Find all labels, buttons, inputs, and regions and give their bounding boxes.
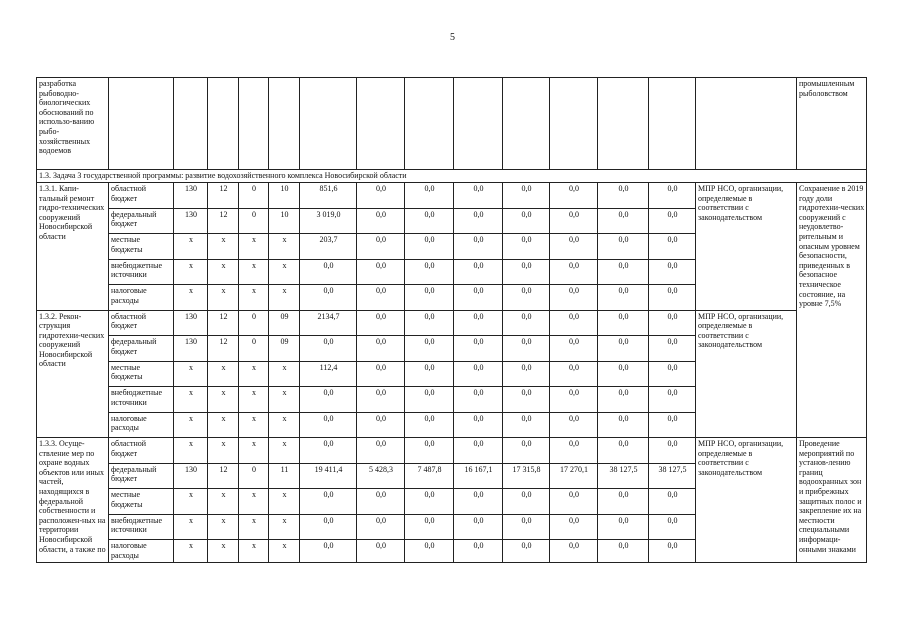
- value-cell: 0,0: [454, 361, 503, 387]
- value-cell: 0,0: [357, 361, 405, 387]
- task-row: [37, 170, 867, 183]
- code-cell: 0: [239, 208, 269, 234]
- code-cell: х: [174, 387, 208, 413]
- funding-source: федеральный бюджет: [109, 463, 174, 489]
- code-cell: х: [174, 259, 208, 285]
- value-cell: 0,0: [550, 259, 598, 285]
- value-cell: 0,0: [454, 438, 503, 464]
- task-title: 1.3. Задача 3 государственной программы: развитие водохозяйственного комплекса Новосибирской области: [37, 170, 867, 183]
- code-cell: х: [208, 540, 239, 563]
- value-cell: 0,0: [357, 514, 405, 540]
- value-cell: 0,0: [598, 514, 649, 540]
- value-cell: 0,0: [649, 361, 696, 387]
- code-cell: х: [269, 259, 300, 285]
- code-cell: х: [174, 514, 208, 540]
- value-cell: 0,0: [598, 540, 649, 563]
- value-cell: 0,0: [550, 183, 598, 209]
- value-cell: 0,0: [550, 285, 598, 311]
- code-cell: 09: [269, 336, 300, 362]
- value-cell: 203,7: [300, 234, 357, 260]
- value-cell: 0,0: [503, 514, 550, 540]
- table-row: [37, 310, 867, 336]
- code-cell: х: [208, 514, 239, 540]
- funding-source: местные бюджеты: [109, 234, 174, 260]
- value-cell: 0,0: [503, 208, 550, 234]
- code-cell: х: [208, 361, 239, 387]
- value-cell: 0,0: [550, 234, 598, 260]
- code-cell: 130: [174, 310, 208, 336]
- code-cell: 12: [208, 183, 239, 209]
- value-cell: 0,0: [598, 489, 649, 515]
- code-cell: х: [239, 259, 269, 285]
- page-number: 5: [450, 32, 455, 43]
- value-cell: 0,0: [454, 259, 503, 285]
- value-cell: 0,0: [454, 310, 503, 336]
- value-cell: 3 019,0: [300, 208, 357, 234]
- value-cell: 19 411,4: [300, 463, 357, 489]
- value-cell: 0,0: [598, 336, 649, 362]
- value-cell: 0,0: [598, 208, 649, 234]
- value-cell: 0,0: [550, 336, 598, 362]
- activity-cell: 1.3.3. Осуще-ствление мер по охране водных объектов или иных частей, находящихся в федеральной собственности и расположен-ных на территории Новосибирской области, а также по: [37, 438, 109, 563]
- value-cell: 0,0: [550, 361, 598, 387]
- funding-source: местные бюджеты: [109, 489, 174, 515]
- value-cell: 0,0: [649, 310, 696, 336]
- code-cell: х: [174, 438, 208, 464]
- code-cell: х: [239, 234, 269, 260]
- value-cell: 16 167,1: [454, 463, 503, 489]
- value-cell: 0,0: [454, 336, 503, 362]
- value-cell: 0,0: [300, 540, 357, 563]
- code-cell: 12: [208, 463, 239, 489]
- code-cell: х: [239, 514, 269, 540]
- code-cell: х: [208, 259, 239, 285]
- value-cell: 0,0: [550, 514, 598, 540]
- value-cell: 0,0: [405, 438, 454, 464]
- value-cell: 0,0: [550, 208, 598, 234]
- value-cell: 38 127,5: [649, 463, 696, 489]
- code-cell: 11: [269, 463, 300, 489]
- value-cell: 0,0: [550, 387, 598, 413]
- value-cell: 0,0: [357, 336, 405, 362]
- value-cell: 0,0: [649, 336, 696, 362]
- code-cell: х: [269, 361, 300, 387]
- intro-result: промышленным рыболовством: [797, 78, 867, 170]
- value-cell: 0,0: [550, 540, 598, 563]
- value-cell: 0,0: [405, 183, 454, 209]
- value-cell: 0,0: [357, 285, 405, 311]
- funding-source: внебюджетные источники: [109, 259, 174, 285]
- table-row: [37, 438, 867, 464]
- value-cell: 0,0: [357, 540, 405, 563]
- code-cell: 12: [208, 336, 239, 362]
- code-cell: х: [208, 489, 239, 515]
- value-cell: 0,0: [405, 412, 454, 438]
- value-cell: 0,0: [503, 489, 550, 515]
- value-cell: 0,0: [357, 183, 405, 209]
- value-cell: 0,0: [503, 387, 550, 413]
- executor-cell: МПР НСО, организации, определяемые в соответствии с законодательством: [696, 183, 797, 311]
- value-cell: 17 315,8: [503, 463, 550, 489]
- value-cell: 0,0: [357, 259, 405, 285]
- code-cell: х: [239, 387, 269, 413]
- funding-source: местные бюджеты: [109, 361, 174, 387]
- value-cell: 38 127,5: [598, 463, 649, 489]
- code-cell: х: [174, 540, 208, 563]
- value-cell: 0,0: [300, 489, 357, 515]
- funding-source: налоговые расходы: [109, 412, 174, 438]
- value-cell: 0,0: [454, 514, 503, 540]
- code-cell: х: [269, 540, 300, 563]
- funding-source: областной бюджет: [109, 310, 174, 336]
- intro-row: [37, 78, 867, 170]
- value-cell: 0,0: [598, 310, 649, 336]
- value-cell: 0,0: [649, 208, 696, 234]
- code-cell: х: [174, 285, 208, 311]
- code-cell: 09: [269, 310, 300, 336]
- code-cell: х: [269, 234, 300, 260]
- code-cell: 0: [239, 183, 269, 209]
- value-cell: 5 428,3: [357, 463, 405, 489]
- value-cell: 0,0: [454, 285, 503, 311]
- value-cell: 0,0: [598, 285, 649, 311]
- value-cell: 0,0: [598, 387, 649, 413]
- value-cell: 0,0: [357, 387, 405, 413]
- value-cell: 0,0: [598, 412, 649, 438]
- result-cell: Проведение мероприятий по установ-лению границ водоохранных зон и прибрежных защитных полос и закрепление их на местности специальными информаци-онными знаками: [797, 438, 867, 563]
- value-cell: 851,6: [300, 183, 357, 209]
- funding-source: налоговые расходы: [109, 540, 174, 563]
- value-cell: 0,0: [598, 183, 649, 209]
- value-cell: 0,0: [503, 412, 550, 438]
- value-cell: 0,0: [649, 183, 696, 209]
- code-cell: 12: [208, 310, 239, 336]
- program-table: [36, 77, 867, 563]
- value-cell: 0,0: [503, 336, 550, 362]
- value-cell: 112,4: [300, 361, 357, 387]
- code-cell: х: [239, 438, 269, 464]
- value-cell: 0,0: [405, 234, 454, 260]
- value-cell: 0,0: [503, 234, 550, 260]
- code-cell: х: [269, 489, 300, 515]
- value-cell: 0,0: [405, 514, 454, 540]
- value-cell: 0,0: [357, 489, 405, 515]
- value-cell: 0,0: [503, 438, 550, 464]
- funding-source: областной бюджет: [109, 438, 174, 464]
- value-cell: 0,0: [454, 540, 503, 563]
- code-cell: 130: [174, 208, 208, 234]
- funding-source: федеральный бюджет: [109, 208, 174, 234]
- code-cell: х: [239, 412, 269, 438]
- code-cell: х: [208, 387, 239, 413]
- code-cell: х: [269, 438, 300, 464]
- code-cell: х: [208, 234, 239, 260]
- value-cell: 0,0: [649, 285, 696, 311]
- activity-cell: 1.3.2. Рекон-струкция гидротехни-ческих сооружений Новосибирской области: [37, 310, 109, 438]
- value-cell: 0,0: [503, 259, 550, 285]
- activity-cell: 1.3.1. Капи-тальный ремонт гидро-технических сооружений Новосибирской области: [37, 183, 109, 311]
- value-cell: 0,0: [357, 412, 405, 438]
- value-cell: 0,0: [357, 310, 405, 336]
- code-cell: х: [239, 361, 269, 387]
- executor-cell: МПР НСО, организации, определяемые в соответствии с законодательством: [696, 438, 797, 563]
- table-row: [37, 183, 867, 209]
- code-cell: х: [269, 285, 300, 311]
- value-cell: 0,0: [503, 183, 550, 209]
- value-cell: 0,0: [649, 234, 696, 260]
- value-cell: 0,0: [649, 259, 696, 285]
- value-cell: 0,0: [357, 208, 405, 234]
- code-cell: х: [174, 361, 208, 387]
- executor-cell: МПР НСО, организации, определяемые в соответствии с законодательством: [696, 310, 797, 438]
- code-cell: х: [208, 438, 239, 464]
- code-cell: х: [239, 489, 269, 515]
- value-cell: 0,0: [649, 412, 696, 438]
- value-cell: 0,0: [649, 514, 696, 540]
- result-cell: Сохранение в 2019 году доли гидротехни-ческих сооружений с неудовлетво-рительным и опасным уровнем безопасности, приведенных в безопасное техническое состояние, на уровне 7,5%: [797, 183, 867, 438]
- code-cell: 130: [174, 463, 208, 489]
- code-cell: х: [174, 412, 208, 438]
- value-cell: 0,0: [550, 438, 598, 464]
- value-cell: 0,0: [550, 489, 598, 515]
- value-cell: 0,0: [649, 540, 696, 563]
- value-cell: 0,0: [405, 259, 454, 285]
- funding-source: федеральный бюджет: [109, 336, 174, 362]
- value-cell: 0,0: [300, 412, 357, 438]
- value-cell: 0,0: [454, 183, 503, 209]
- code-cell: х: [174, 489, 208, 515]
- funding-source: областной бюджет: [109, 183, 174, 209]
- value-cell: 0,0: [550, 310, 598, 336]
- code-cell: 10: [269, 183, 300, 209]
- value-cell: 0,0: [598, 234, 649, 260]
- value-cell: 0,0: [503, 310, 550, 336]
- value-cell: 0,0: [405, 489, 454, 515]
- value-cell: 0,0: [503, 540, 550, 563]
- value-cell: 0,0: [454, 489, 503, 515]
- value-cell: 0,0: [550, 412, 598, 438]
- value-cell: 0,0: [405, 285, 454, 311]
- code-cell: 10: [269, 208, 300, 234]
- code-cell: 12: [208, 208, 239, 234]
- value-cell: 0,0: [598, 361, 649, 387]
- code-cell: 130: [174, 336, 208, 362]
- code-cell: х: [269, 412, 300, 438]
- value-cell: 7 487,8: [405, 463, 454, 489]
- code-cell: х: [239, 540, 269, 563]
- value-cell: 0,0: [357, 234, 405, 260]
- value-cell: 0,0: [300, 514, 357, 540]
- value-cell: 0,0: [300, 285, 357, 311]
- value-cell: 0,0: [598, 438, 649, 464]
- code-cell: 0: [239, 463, 269, 489]
- value-cell: 17 270,1: [550, 463, 598, 489]
- value-cell: 0,0: [598, 259, 649, 285]
- value-cell: 0,0: [405, 208, 454, 234]
- code-cell: 0: [239, 310, 269, 336]
- value-cell: 0,0: [300, 259, 357, 285]
- value-cell: 0,0: [454, 412, 503, 438]
- value-cell: 0,0: [649, 438, 696, 464]
- code-cell: х: [269, 387, 300, 413]
- value-cell: 2134,7: [300, 310, 357, 336]
- value-cell: 0,0: [503, 361, 550, 387]
- value-cell: 0,0: [357, 438, 405, 464]
- code-cell: х: [174, 234, 208, 260]
- funding-source: внебюджетные источники: [109, 387, 174, 413]
- value-cell: 0,0: [405, 387, 454, 413]
- code-cell: х: [269, 514, 300, 540]
- value-cell: 0,0: [649, 387, 696, 413]
- code-cell: 130: [174, 183, 208, 209]
- value-cell: 0,0: [405, 310, 454, 336]
- value-cell: 0,0: [300, 336, 357, 362]
- value-cell: 0,0: [300, 438, 357, 464]
- code-cell: х: [239, 285, 269, 311]
- value-cell: 0,0: [454, 208, 503, 234]
- value-cell: 0,0: [454, 387, 503, 413]
- value-cell: 0,0: [405, 336, 454, 362]
- funding-source: налоговые расходы: [109, 285, 174, 311]
- value-cell: 0,0: [405, 361, 454, 387]
- value-cell: 0,0: [454, 234, 503, 260]
- value-cell: 0,0: [300, 387, 357, 413]
- value-cell: 0,0: [405, 540, 454, 563]
- code-cell: х: [208, 285, 239, 311]
- code-cell: х: [208, 412, 239, 438]
- code-cell: 0: [239, 336, 269, 362]
- intro-activity: разработка рыбоводно-биологических обоснований по использо-ванию рыбо-хозяйственных водоемов: [37, 78, 109, 170]
- funding-source: внебюджетные источники: [109, 514, 174, 540]
- value-cell: 0,0: [503, 285, 550, 311]
- value-cell: 0,0: [649, 489, 696, 515]
